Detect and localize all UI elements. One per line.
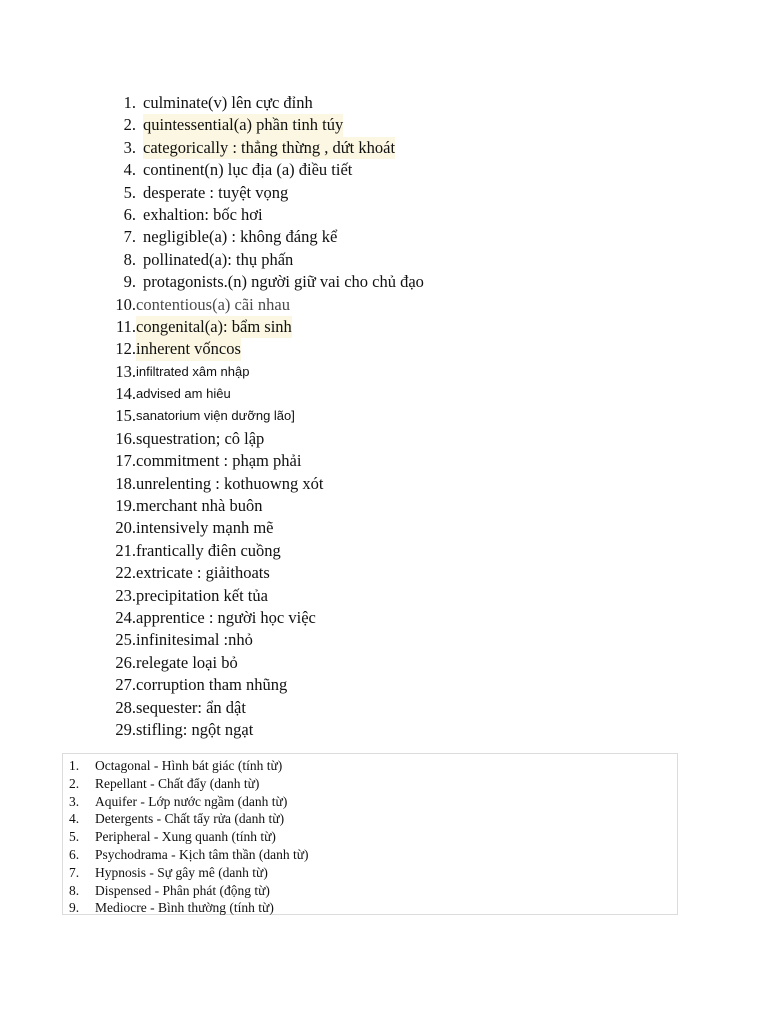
item-number: 29. [115,719,136,739]
item-number: 11. [115,316,136,336]
vocab-item [110,473,710,495]
item-text: relegate loại bỏ [136,652,238,672]
item-number: 26. [115,652,136,672]
item-number: 8. [123,249,136,269]
item-number: 18. [115,473,136,493]
item-text: desperate : tuyệt vọng [143,182,289,202]
vocab-item [110,361,710,383]
vocab-item [110,652,710,674]
vocab-item [110,271,710,293]
item-number: 1. [69,758,80,773]
vocab-item [110,249,710,271]
box-item [63,757,677,775]
vocab-item [110,607,710,629]
item-text: squestration; cô lập [136,428,265,448]
item-number: 10. [115,294,136,314]
item-number: 1. [123,93,136,112]
item-number: 6. [123,204,136,224]
vocab-item [110,585,710,607]
item-text: commitment : phạm phải [136,451,302,471]
item-number: 20. [115,518,136,538]
item-number: 4. [123,160,136,180]
box-item [63,810,677,828]
vocab-item [110,204,710,226]
item-text: negligible(a) : không đáng kể [143,227,338,247]
item-number: 13. [115,361,136,381]
box-item [63,828,677,846]
item-number: 25. [115,630,136,650]
item-text: Aquifer - Lớp nước ngầm (danh từ) [95,793,288,809]
item-number: 19. [115,496,136,516]
vocab-item [110,114,710,136]
box-item [63,793,677,811]
item-number: 12. [115,339,136,359]
vocab-item [110,428,710,450]
item-text: Detergents - Chất tẩy rửa (danh từ) [95,811,285,827]
item-text: infinitesimal :nhỏ [136,630,253,650]
item-text: Mediocre - Bình thường (tính từ) [95,900,274,916]
item-number: 3. [123,137,136,157]
vocab-item [110,159,710,181]
item-number: 15. [115,406,136,426]
item-text: frantically điên cuồng [136,540,281,560]
item-text: Dispensed - Phân phát (động từ) [95,882,270,898]
vocab-item [110,137,710,159]
item-text: protagonists.(n) người giữ vai cho chủ đạo [143,272,424,292]
item-text: stifling: ngột ngạt [136,719,254,739]
item-number: 4. [69,811,80,827]
item-text: Hypnosis - Sự gây mê (danh từ) [95,864,268,880]
vocabulary-list [110,92,710,741]
vocab-item [110,674,710,696]
vocab-item [110,719,710,741]
item-number: 14. [115,384,136,404]
vocab-item [110,182,710,204]
vocab-item [110,540,710,562]
vocab-item [110,405,710,427]
item-text: sanatorium viện dưỡng lão] [136,408,295,424]
item-number: 17. [115,451,136,471]
item-text: corruption tham nhũng [136,675,288,695]
item-text: intensively mạnh mẽ [136,518,274,538]
vocab-item [110,562,710,584]
item-text: contentious(a) cãi nhau [136,294,290,314]
item-text: apprentice : người học việc [136,607,316,627]
vocab-item [110,450,710,472]
item-text: pollinated(a): thụ phấn [143,249,294,269]
item-text: Peripheral - Xung quanh (tính từ) [95,829,276,845]
item-number: 28. [115,697,136,717]
item-number: 8. [69,882,80,898]
item-text: Repellant - Chất đẩy (danh từ) [95,775,260,791]
item-number: 22. [115,563,136,583]
item-text: extricate : giảithoats [136,563,270,583]
item-text: advised am hiêu [136,386,231,402]
item-number: 7. [69,864,80,880]
item-number: 9. [123,272,136,292]
box-item [63,846,677,864]
box-item [63,899,677,917]
item-number: 5. [123,182,136,202]
item-number: 3. [69,793,80,809]
item-text: merchant nhà buôn [136,496,263,516]
vocab-item [110,226,710,248]
vocab-item [110,338,710,360]
item-text: culminate(v) lên cực đỉnh [143,93,313,112]
item-text: categorically : thẳng thừng , dứt khoát [143,137,395,159]
boxed-vocabulary-list [63,757,677,917]
vocab-item [110,92,710,114]
item-text: continent(n) lục địa (a) điều tiết [143,160,353,180]
item-text: Psychodrama - Kịch tâm thần (danh từ) [95,846,309,862]
item-number: 2. [123,115,136,135]
item-text: precipitation kết tủa [136,585,268,605]
item-number: 21. [115,540,136,560]
vocab-item [110,697,710,719]
item-text: quintessential(a) phần tinh túy [143,114,343,136]
box-item [63,775,677,793]
item-number: 23. [115,585,136,605]
vocab-item [110,316,710,338]
item-number: 9. [69,900,80,916]
item-text: exhaltion: bốc hơi [143,204,263,224]
item-number: 16. [115,428,136,448]
item-text: inherent vốncos [136,338,241,360]
vocabulary-box [62,753,678,915]
item-text: sequester: ẩn dật [136,697,246,717]
vocab-item [110,517,710,539]
item-number: 7. [123,227,136,247]
box-item [63,864,677,882]
item-number: 6. [69,846,80,862]
item-number: 27. [115,675,136,695]
vocab-item [110,294,710,316]
item-number: 2. [69,775,80,791]
item-text: congenital(a): bẩm sinh [136,316,292,338]
item-text: infiltrated xâm nhập [136,363,250,379]
box-item [63,882,677,900]
item-number: 24. [115,607,136,627]
vocab-item [110,629,710,651]
vocab-item [110,383,710,405]
item-number: 5. [69,829,80,845]
item-text: unrelenting : kothuowng xót [136,473,324,493]
vocab-item [110,495,710,517]
item-text: Octagonal - Hình bát giác (tính từ) [95,758,283,773]
